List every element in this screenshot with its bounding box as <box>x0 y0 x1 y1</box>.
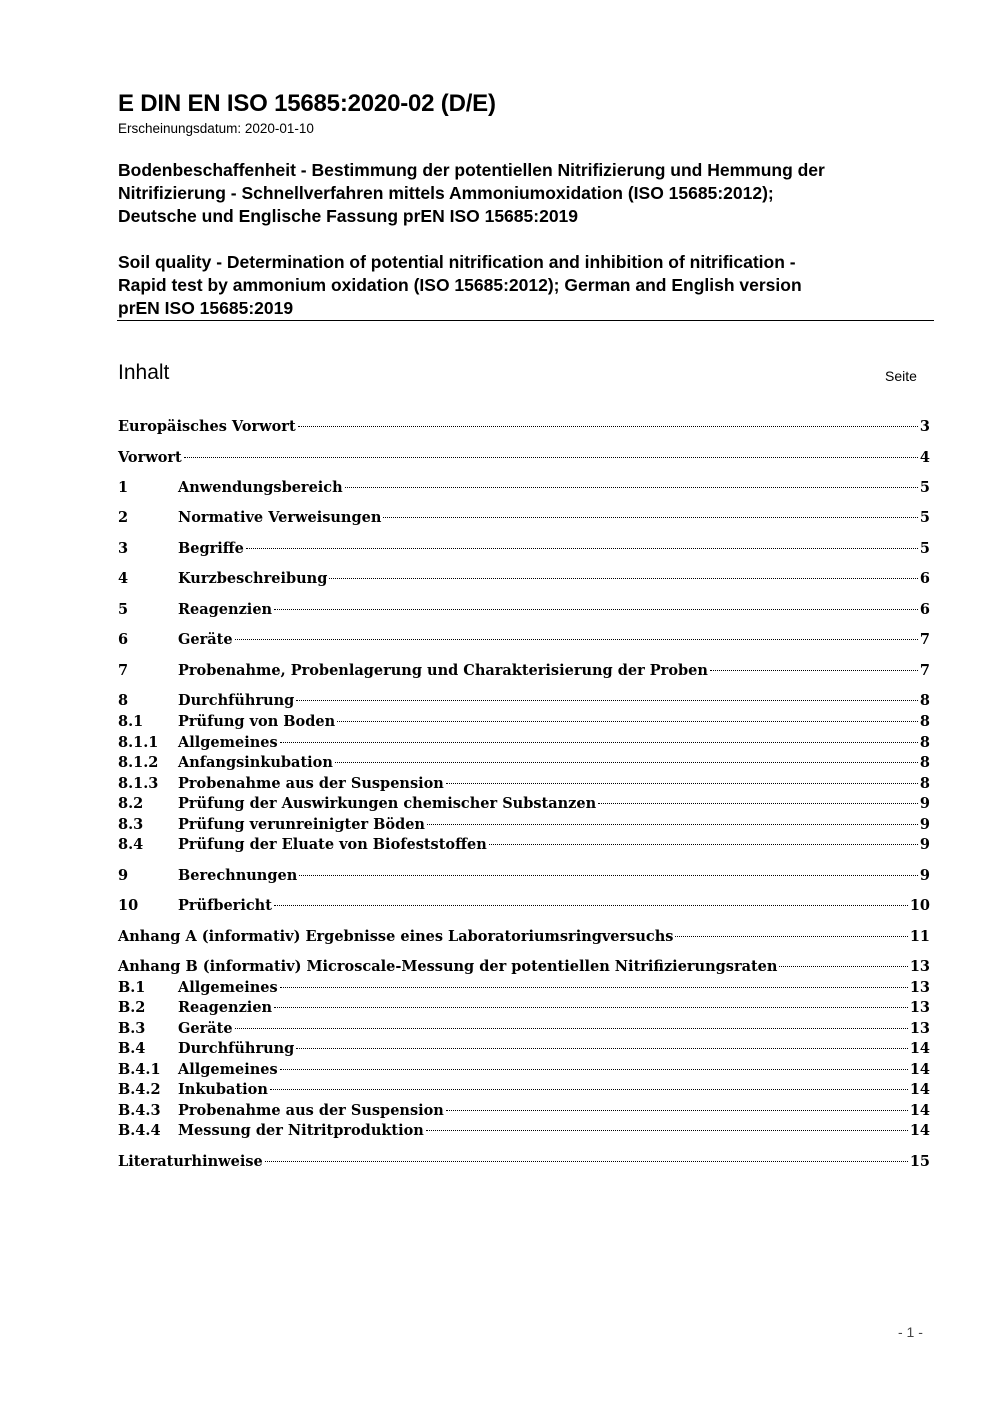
toc-entry[interactable] <box>118 712 930 732</box>
toc-entry[interactable] <box>118 539 930 559</box>
toc-entry-number: B.3 <box>118 1020 146 1037</box>
toc-entry-page: 10 <box>909 897 930 914</box>
toc-dot-leader <box>298 426 918 427</box>
document-title: E DIN EN ISO 15685:2020-02 (D/E) <box>118 90 496 117</box>
toc-entry-label: Kurzbeschreibung <box>178 570 328 587</box>
toc-entry-page: 13 <box>909 958 930 975</box>
title-english-line: Rapid test by ammonium oxidation (ISO 15685:2012); German and English version <box>118 275 802 295</box>
toc-dot-leader <box>184 457 918 458</box>
toc-entry-label: Prüfung von Boden <box>178 713 336 730</box>
toc-entry-page: 8 <box>919 754 930 771</box>
toc-entry-page: 9 <box>919 795 930 812</box>
toc-entry-number: 6 <box>118 631 129 648</box>
toc-entry[interactable] <box>118 691 930 711</box>
toc-entry-label: Allgemeines <box>178 979 278 996</box>
toc-dot-leader <box>235 639 918 640</box>
toc-entry-number: 8.1.1 <box>118 734 159 751</box>
toc-entry[interactable] <box>118 1039 930 1059</box>
toc-entry[interactable] <box>118 1101 930 1121</box>
toc-entry-number: 10 <box>118 897 139 914</box>
header-divider <box>117 320 934 321</box>
toc-entry-number: 4 <box>118 570 129 587</box>
toc-entry-page: 6 <box>919 601 930 618</box>
toc-entry[interactable] <box>118 815 930 835</box>
toc-entry-label: Allgemeines <box>178 1061 278 1078</box>
toc-entry-number: 8.1.3 <box>118 775 159 792</box>
toc-entry-label: Durchführung <box>178 1040 295 1057</box>
toc-entry[interactable] <box>118 957 930 977</box>
toc-entry-label: Probenahme aus der Suspension <box>178 1102 444 1119</box>
toc-entry-page: 14 <box>909 1081 930 1098</box>
toc-entry-page: 5 <box>919 540 930 557</box>
toc-entry-label: Normative Verweisungen <box>178 509 382 526</box>
title-german-line: Deutsche und Englische Fassung prEN ISO 15685:2019 <box>118 206 579 226</box>
toc-entry[interactable] <box>118 569 930 589</box>
toc-entry[interactable] <box>118 1121 930 1141</box>
toc-dot-leader <box>446 783 918 784</box>
toc-dot-leader <box>427 824 918 825</box>
toc-dot-leader <box>710 670 918 671</box>
toc-entry-page: 8 <box>919 775 930 792</box>
toc-entry-label: Probenahme aus der Suspension <box>178 775 444 792</box>
toc-page-column-label: Seite <box>885 368 917 384</box>
toc-entry-number: B.4.4 <box>118 1122 161 1139</box>
toc-dot-leader <box>280 742 918 743</box>
toc-entry-label: Reagenzien <box>178 999 273 1016</box>
toc-entry-page: 7 <box>919 631 930 648</box>
toc-dot-leader <box>598 803 918 804</box>
toc-dot-leader <box>265 1161 908 1162</box>
toc-entry-number: 8.1.2 <box>118 754 159 771</box>
toc-entry[interactable] <box>118 1019 930 1039</box>
toc-dot-leader <box>235 1028 908 1029</box>
title-german-line: Nitrifizierung - Schnellverfahren mittels Ammoniumoxidation (ISO 15685:2012); <box>118 183 774 203</box>
toc-dot-leader <box>489 844 918 845</box>
toc-dot-leader <box>335 762 918 763</box>
toc-dot-leader <box>345 487 918 488</box>
toc-entry-label: Durchführung <box>178 692 295 709</box>
toc-entry-number: 3 <box>118 540 129 557</box>
toc-entry-page: 7 <box>919 662 930 679</box>
toc-entry-number: 8.1 <box>118 713 144 730</box>
toc-entry-number: B.4.2 <box>118 1081 161 1098</box>
toc-entry-number: 8.3 <box>118 816 144 833</box>
toc-dot-leader <box>329 578 918 579</box>
toc-entry-page: 14 <box>909 1061 930 1078</box>
toc-entry[interactable] <box>118 866 930 886</box>
toc-entry-number: B.2 <box>118 999 146 1016</box>
toc-entry[interactable] <box>118 835 930 855</box>
toc-entry-label: Prüfung der Eluate von Biofeststoffen <box>178 836 487 853</box>
toc-entry-label: Geräte <box>178 1020 233 1037</box>
toc-entry[interactable] <box>118 794 930 814</box>
toc-entry[interactable] <box>118 478 930 498</box>
toc-entry-page: 3 <box>919 418 930 435</box>
toc-dot-leader <box>426 1130 908 1131</box>
toc-entry-page: 9 <box>919 836 930 853</box>
toc-entry-label: Anfangsinkubation <box>178 754 333 771</box>
toc-entry-number: B.4.1 <box>118 1061 161 1078</box>
title-german <box>118 159 938 228</box>
toc-entry-number: 7 <box>118 662 129 679</box>
toc-entry-number: B.4 <box>118 1040 146 1057</box>
toc-dot-leader <box>383 517 918 518</box>
toc-dot-leader <box>280 987 908 988</box>
title-english-line: Soil quality - Determination of potential nitrification and inhibition of nitrification - <box>118 252 796 272</box>
toc-entry-number: 8 <box>118 692 129 709</box>
toc-dot-leader <box>246 548 918 549</box>
toc-entry[interactable] <box>118 600 930 620</box>
toc-heading: Inhalt <box>118 361 170 384</box>
toc-entry-page: 11 <box>909 928 930 945</box>
toc-entry-number: B.1 <box>118 979 146 996</box>
toc-entry-number: 2 <box>118 509 129 526</box>
toc-entry[interactable] <box>118 417 930 437</box>
toc-entry-page: 5 <box>919 509 930 526</box>
toc-entry-page: 4 <box>919 449 930 466</box>
toc-entry[interactable] <box>118 448 930 468</box>
toc-entry-label: Prüfung verunreinigter Böden <box>178 816 425 833</box>
title-english <box>118 251 938 320</box>
toc-dot-leader <box>675 936 907 937</box>
toc-entry[interactable] <box>118 1060 930 1080</box>
toc-entry-label: Europäisches Vorwort <box>118 418 296 435</box>
toc-entry-label: Begriffe <box>178 540 244 557</box>
toc-entry-page: 14 <box>909 1040 930 1057</box>
toc-entry[interactable] <box>118 630 930 650</box>
toc-entry[interactable] <box>118 927 930 947</box>
toc-entry[interactable] <box>118 896 930 916</box>
toc-entry-number: 1 <box>118 479 129 496</box>
toc-entry-page: 14 <box>909 1122 930 1139</box>
toc-entry-label: Prüfung der Auswirkungen chemischer Substanzen <box>178 795 597 812</box>
toc-entry-page: 13 <box>909 1020 930 1037</box>
toc-entry-label: Geräte <box>178 631 233 648</box>
toc-entry[interactable] <box>118 753 930 773</box>
toc-entry-page: 13 <box>909 979 930 996</box>
toc-entry-page: 13 <box>909 999 930 1016</box>
toc-entry[interactable] <box>118 733 930 753</box>
toc-dot-leader <box>337 721 918 722</box>
toc-entry[interactable] <box>118 508 930 528</box>
toc-entry[interactable] <box>118 978 930 998</box>
toc-entry-number: 8.4 <box>118 836 144 853</box>
toc-entry[interactable] <box>118 774 930 794</box>
toc-dot-leader <box>296 1048 908 1049</box>
toc-entry-page: 9 <box>919 867 930 884</box>
toc-entry-number: 5 <box>118 601 129 618</box>
title-english-line: prEN ISO 15685:2019 <box>118 298 294 318</box>
toc-entry-label: Messung der Nitritproduktion <box>178 1122 424 1139</box>
toc-entry[interactable] <box>118 661 930 681</box>
toc-entry-label: Prüfbericht <box>178 897 272 914</box>
toc-dot-leader <box>280 1069 908 1070</box>
title-german-line: Bodenbeschaffenheit - Bestimmung der potentiellen Nitrifizierung und Hemmung der <box>118 160 825 180</box>
toc-dot-leader <box>274 1007 908 1008</box>
toc-entry-number: 9 <box>118 867 129 884</box>
toc-entry-number: B.4.3 <box>118 1102 161 1119</box>
toc-entry[interactable] <box>118 1152 930 1172</box>
toc-entry-page: 8 <box>919 692 930 709</box>
toc-entry-page: 5 <box>919 479 930 496</box>
page-number: - 1 - <box>898 1324 923 1340</box>
toc-entry-label: Probenahme, Probenlagerung und Charakterisierung der Proben <box>178 662 708 679</box>
toc-entry-label: Inkubation <box>178 1081 268 1098</box>
toc-entry-label: Allgemeines <box>178 734 278 751</box>
toc-dot-leader <box>446 1110 908 1111</box>
toc-entry-page: 6 <box>919 570 930 587</box>
toc-dot-leader <box>299 875 918 876</box>
toc-entry-label: Berechnungen <box>178 867 298 884</box>
toc-dot-leader <box>274 609 918 610</box>
toc-dot-leader <box>296 700 918 701</box>
toc-entry-page: 8 <box>919 713 930 730</box>
toc-entry-label: Reagenzien <box>178 601 273 618</box>
toc-entry-label: Anhang B (informativ) Microscale-Messung der potentiellen Nitrifizierungsraten <box>118 958 778 975</box>
toc-entry-page: 14 <box>909 1102 930 1119</box>
toc-entry[interactable] <box>118 1080 930 1100</box>
toc-dot-leader <box>270 1089 908 1090</box>
toc-entry-label: Anwendungsbereich <box>178 479 343 496</box>
toc-entry-number: 8.2 <box>118 795 144 812</box>
toc-entry-label: Literaturhinweise <box>118 1153 263 1170</box>
toc-entry-label: Anhang A (informativ) Ergebnisse eines Laboratoriumsringversuchs <box>118 928 674 945</box>
toc-entry-page: 9 <box>919 816 930 833</box>
publication-date: Erscheinungsdatum: 2020-01-10 <box>118 121 314 136</box>
toc-entry-page: 8 <box>919 734 930 751</box>
toc-dot-leader <box>274 905 908 906</box>
toc-entry-page: 15 <box>909 1153 930 1170</box>
toc-entry-label: Vorwort <box>118 449 182 466</box>
toc-entry[interactable] <box>118 998 930 1018</box>
toc-dot-leader <box>779 966 907 967</box>
